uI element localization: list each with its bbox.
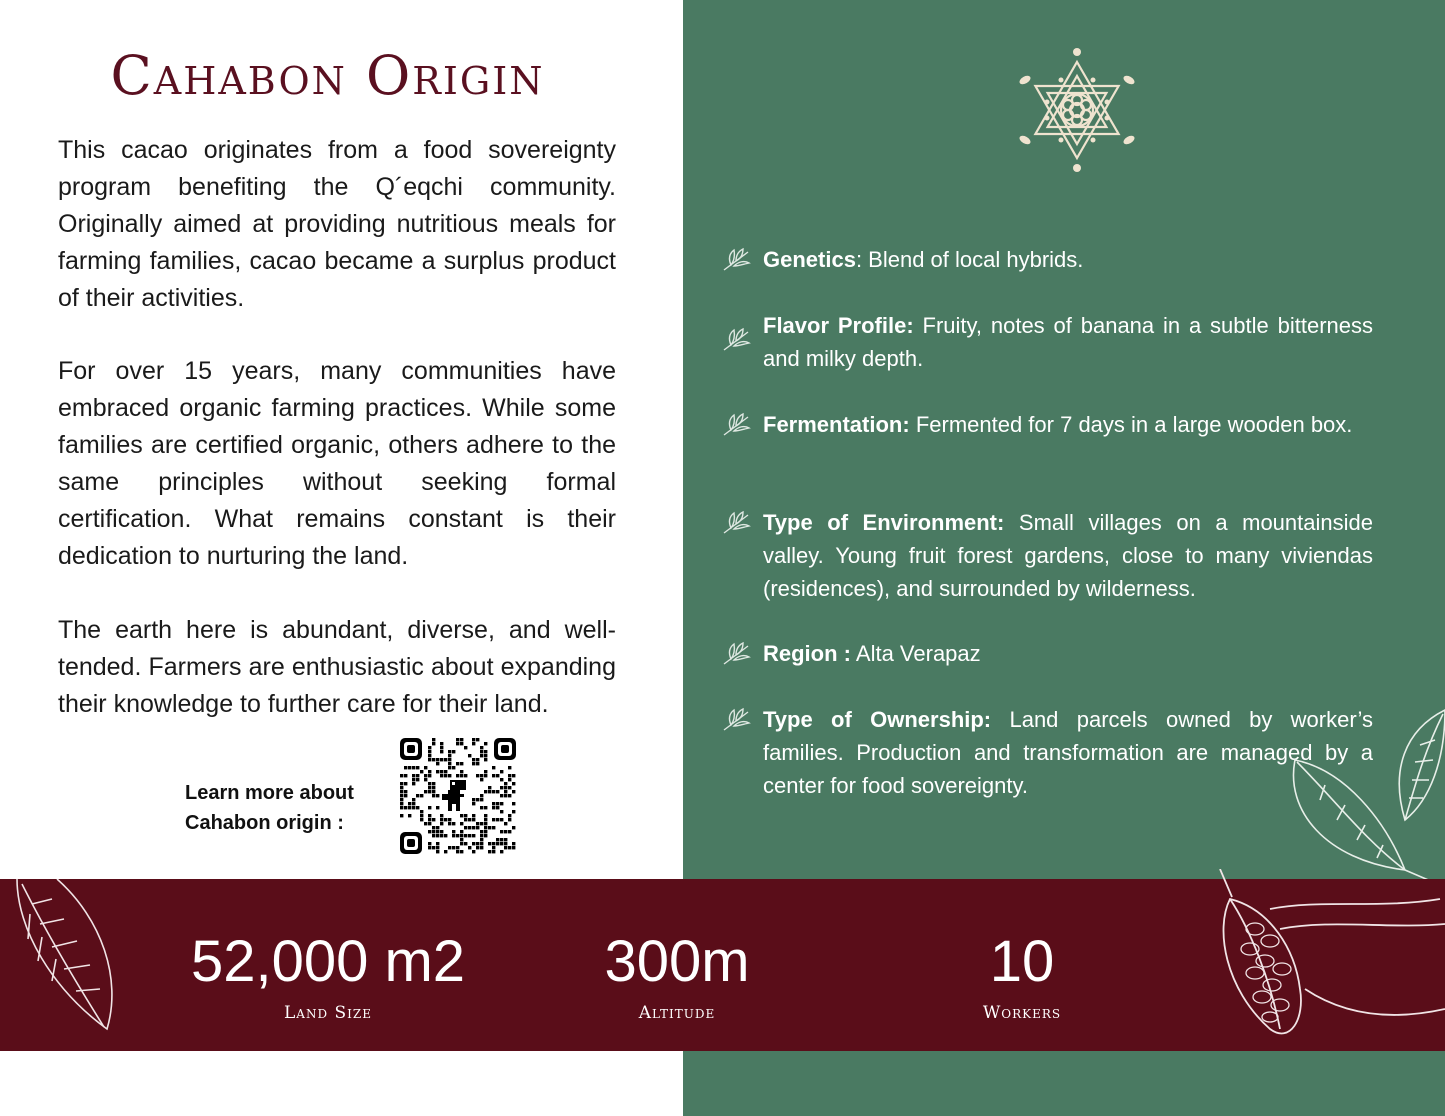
stat-label: Altitude	[638, 1003, 716, 1023]
organic-paragraph: For over 15 years, many communities have embraced organic farming practices. While some families are certified organic, others adhere to the same principles without seeking formal certification. What remains constant is their dedication to nurturing the land.	[58, 357, 616, 570]
learn-more-line-1: Learn more about	[185, 782, 354, 804]
sprout-icon	[722, 706, 752, 732]
stat-label: Land Size	[284, 1003, 372, 1023]
attribute-label: Type of Ownership:	[763, 707, 992, 732]
attribute-label: Fermentation:	[763, 412, 910, 437]
stat-workers	[862, 879, 1182, 1023]
attribute-fermentation	[722, 408, 1373, 441]
learn-more-text	[185, 778, 354, 838]
attribute-value: Alta Verapaz	[855, 641, 981, 666]
attribute-region	[722, 637, 1373, 670]
attribute-flavor-profile	[722, 309, 1373, 375]
sprout-icon	[722, 326, 752, 352]
cacao-pod-icon	[1210, 869, 1445, 1051]
stats-band	[0, 879, 1445, 1051]
attribute-genetics: Genetics: Blend of local hybrids.	[722, 243, 1373, 276]
attribute-value: Fruity, notes of banana in a subtle bitterness and milky depth.	[763, 313, 1373, 371]
sprout-icon	[722, 246, 752, 272]
attribute-value: Fermented for 7 days in a large wooden box.	[915, 412, 1353, 437]
attribute-label: Flavor Profile:	[763, 313, 914, 338]
learn-more-line-2: Cahabon origin :	[185, 812, 344, 834]
sprout-icon	[722, 509, 752, 535]
sprout-icon	[722, 640, 752, 666]
stat-value: 52,000 m2	[190, 929, 466, 994]
stat-value: 10	[989, 929, 1055, 994]
attribute-value: Small villages on a mountainside valley. Young fruit forest gardens, close to many viviendas (residences), and surrounded by wilderness.	[763, 510, 1373, 601]
mandala-icon	[1012, 45, 1142, 175]
attribute-value: Blend of local hybrids.	[868, 247, 1084, 272]
attribute-value: Land parcels owned by worker’s families. Production and transformation are managed by a center for food sovereignty.	[763, 707, 1373, 798]
stat-value: 300m	[604, 929, 750, 994]
sprout-icon	[722, 411, 752, 437]
stat-label: Workers	[982, 1003, 1062, 1023]
cacao-leaf-icon	[12, 879, 122, 1039]
attribute-label: Genetics	[763, 247, 856, 272]
attribute-label: Region :	[763, 641, 851, 666]
attribute-environment	[722, 506, 1373, 605]
stat-altitude	[517, 879, 837, 1023]
page-title: Cahabon Origin	[110, 44, 545, 107]
intro-paragraph: This cacao originates from a food sovereignty program benefiting the Q´eqchi community. Originally aimed at providing nutritious meals for farming families, cacao became a surplus product of their activities.	[58, 136, 616, 312]
attribute-label: Type of Environment:	[763, 510, 1005, 535]
cacao-leaf-icon	[1265, 700, 1445, 890]
earth-paragraph: The earth here is abundant, diverse, and well-tended. Farmers are enthusiastic about expanding their knowledge to further care for their land.	[58, 616, 616, 718]
stat-land-size	[168, 879, 488, 1023]
qr-code[interactable]	[398, 736, 518, 856]
